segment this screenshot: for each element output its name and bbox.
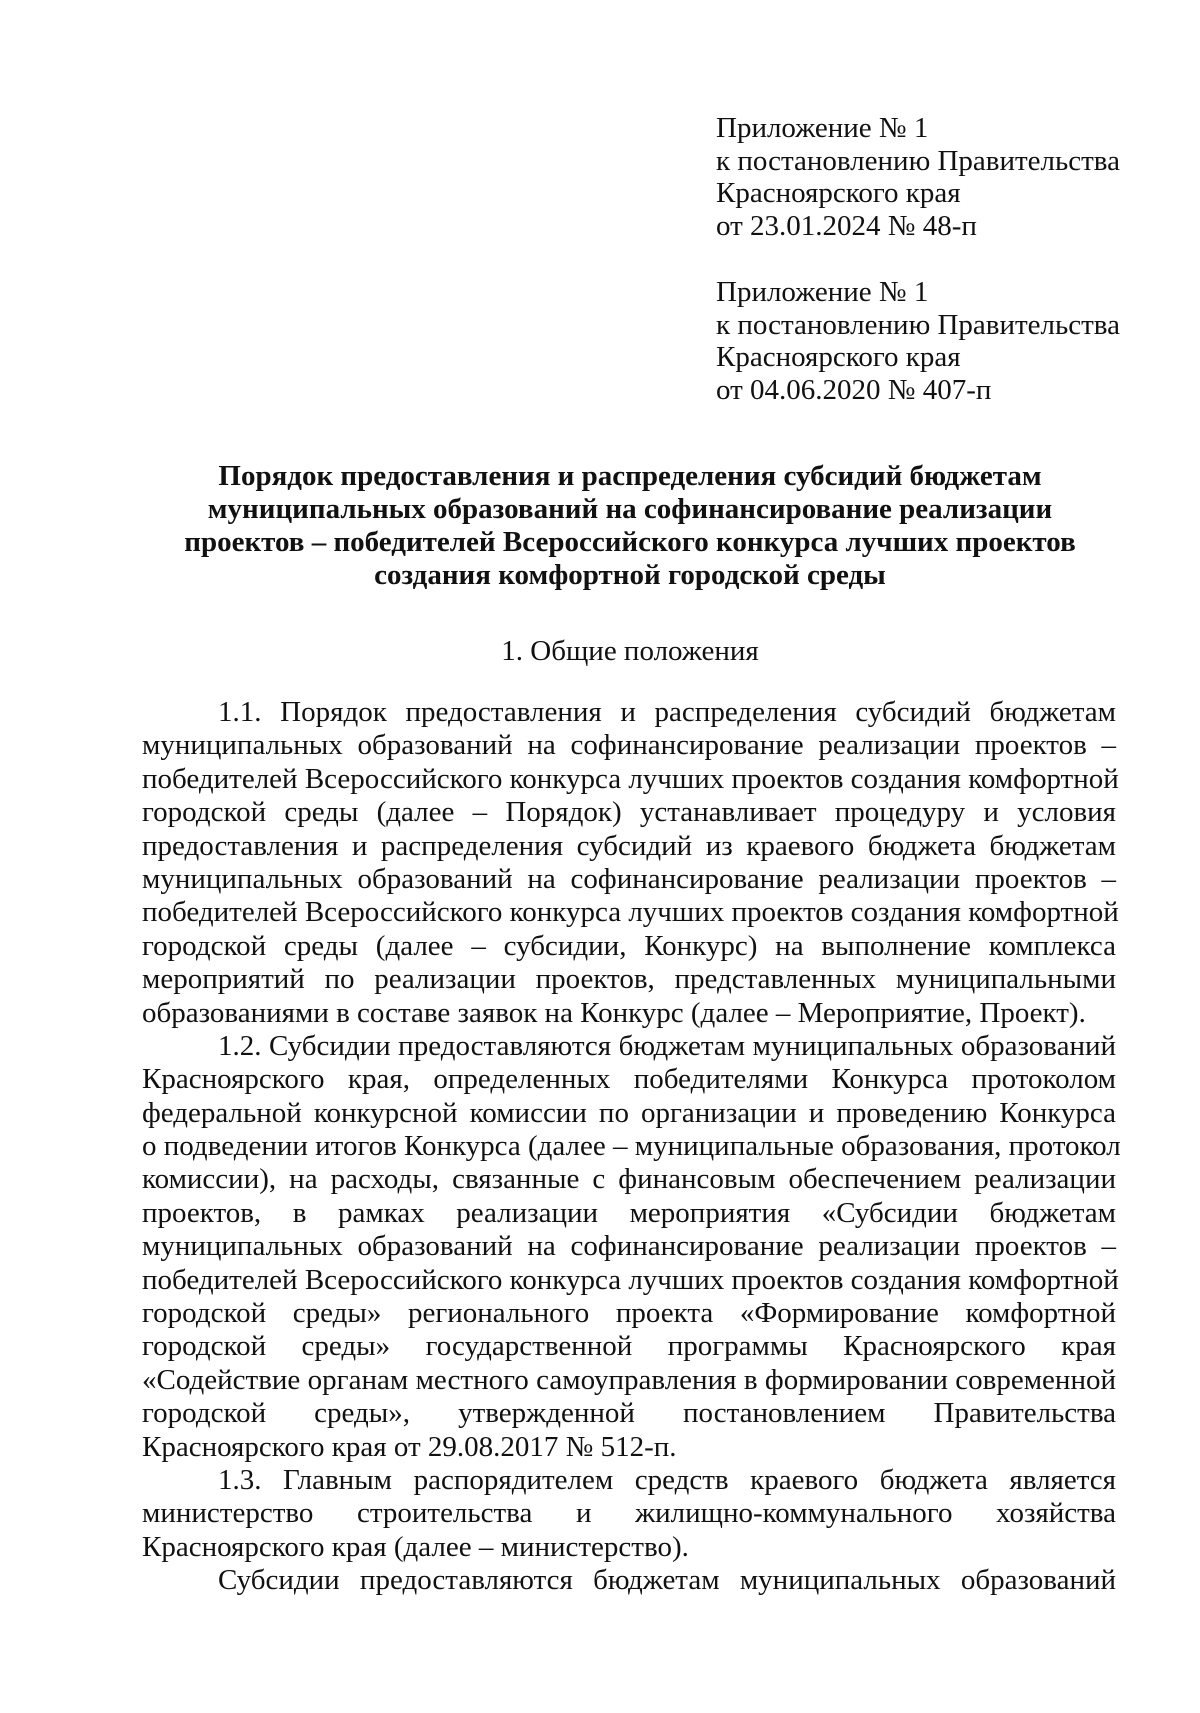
- text-line: федеральной конкурсной комиссии по организации и проведению Конкурса: [142, 1096, 1116, 1129]
- title-line: проектов – победителей Всероссийского конкурса лучших проектов: [184, 526, 1076, 558]
- text-line: победителей Всероссийского конкурса лучших проектов создания комфортной: [142, 1263, 1119, 1296]
- paragraph-p1-1: [142, 696, 1119, 1030]
- text-line: Красноярского края от 29.08.2017 № 512-п.: [142, 1430, 677, 1463]
- text-line: муниципальных образований на софинансирование реализации проектов –: [142, 862, 1116, 895]
- text-line: победителей Всероссийского конкурса лучших проектов создания комфортной: [142, 762, 1119, 795]
- title-line: муниципальных образований на софинансирование реализации: [207, 493, 1053, 525]
- text-line: мероприятий по реализации проектов, представленных муниципальными: [142, 963, 1116, 996]
- text-line: городской среды» регионального проекта «Формирование комфортной: [142, 1297, 1116, 1330]
- appendix-label: Приложение № 1: [716, 276, 929, 308]
- paragraph-p1-3: [142, 1464, 1116, 1564]
- text-line: Субсидии предоставляются бюджетам муниципальных образований: [218, 1564, 1116, 1597]
- document-title: [140, 460, 1120, 592]
- text-line: министерство строительства и жилищно-коммунального хозяйства: [142, 1497, 1116, 1530]
- text-line: Красноярского края (далее – министерство).: [142, 1530, 689, 1563]
- appendix-header-current: [716, 112, 1156, 242]
- text-line: 1.2. Субсидии предоставляются бюджетам муниципальных образований: [218, 1029, 1116, 1062]
- text-line: городской среды (далее – Порядок) устанавливает процедуру и условия: [142, 796, 1116, 829]
- appendix-resolution-ref: к постановлению Правительства: [716, 144, 1120, 177]
- text-line: предоставления и распределения субсидий из краевого бюджета бюджетам: [142, 829, 1116, 862]
- section-heading: 1. Общие положения: [501, 635, 759, 667]
- appendix-header-original: [716, 276, 1156, 406]
- text-line: «Содействие органам местного самоуправления в формировании современной: [142, 1363, 1116, 1396]
- text-line: 1.1. Порядок предоставления и распределения субсидий бюджетам: [218, 696, 1116, 728]
- text-line: о подведении итогов Конкурса (далее – муниципальные образования, протокол: [142, 1130, 1121, 1163]
- text-line: муниципальных образований на софинансирование реализации проектов –: [142, 1230, 1116, 1263]
- title-line: создания комфортной городской среды: [374, 559, 886, 591]
- text-line: победителей Всероссийского конкурса лучших проектов создания комфортной: [142, 896, 1119, 929]
- document-body: [142, 696, 1121, 1598]
- appendix-region: Красноярского края: [716, 177, 961, 209]
- text-line: Красноярского края, определенных победителями Конкурса протоколом: [142, 1063, 1116, 1096]
- appendix-date-number: от 23.01.2024 № 48-п: [716, 209, 977, 242]
- appendix-date-number: от 04.06.2020 № 407-п: [716, 373, 992, 406]
- appendix-region: Красноярского края: [716, 341, 961, 373]
- text-line: 1.3. Главным распорядителем средств краевого бюджета является: [218, 1463, 1116, 1496]
- text-line: городской среды (далее – субсидии, Конкурс) на выполнение комплекса: [142, 929, 1116, 962]
- title-line: Порядок предоставления и распределения субсидий бюджетам: [218, 460, 1042, 492]
- text-line: комиссии), на расходы, связанные с финансовым обеспечением реализации: [142, 1163, 1116, 1196]
- paragraph-p1-2: [142, 1029, 1121, 1464]
- appendix-label: Приложение № 1: [716, 112, 929, 144]
- text-line: городской среды», утвержденной постановлением Правительства: [142, 1397, 1116, 1430]
- text-line: муниципальных образований на софинансирование реализации проектов –: [142, 729, 1116, 762]
- text-line: городской среды» государственной программы Красноярского края: [142, 1330, 1116, 1363]
- text-line: проектов, в рамках реализации мероприятия «Субсидии бюджетам: [142, 1196, 1116, 1229]
- appendix-resolution-ref: к постановлению Правительства: [716, 308, 1120, 341]
- paragraph-p-subsidies: [142, 1564, 1116, 1597]
- text-line: образованиями в составе заявок на Конкурс (далее – Мероприятие, Проект).: [142, 996, 1086, 1029]
